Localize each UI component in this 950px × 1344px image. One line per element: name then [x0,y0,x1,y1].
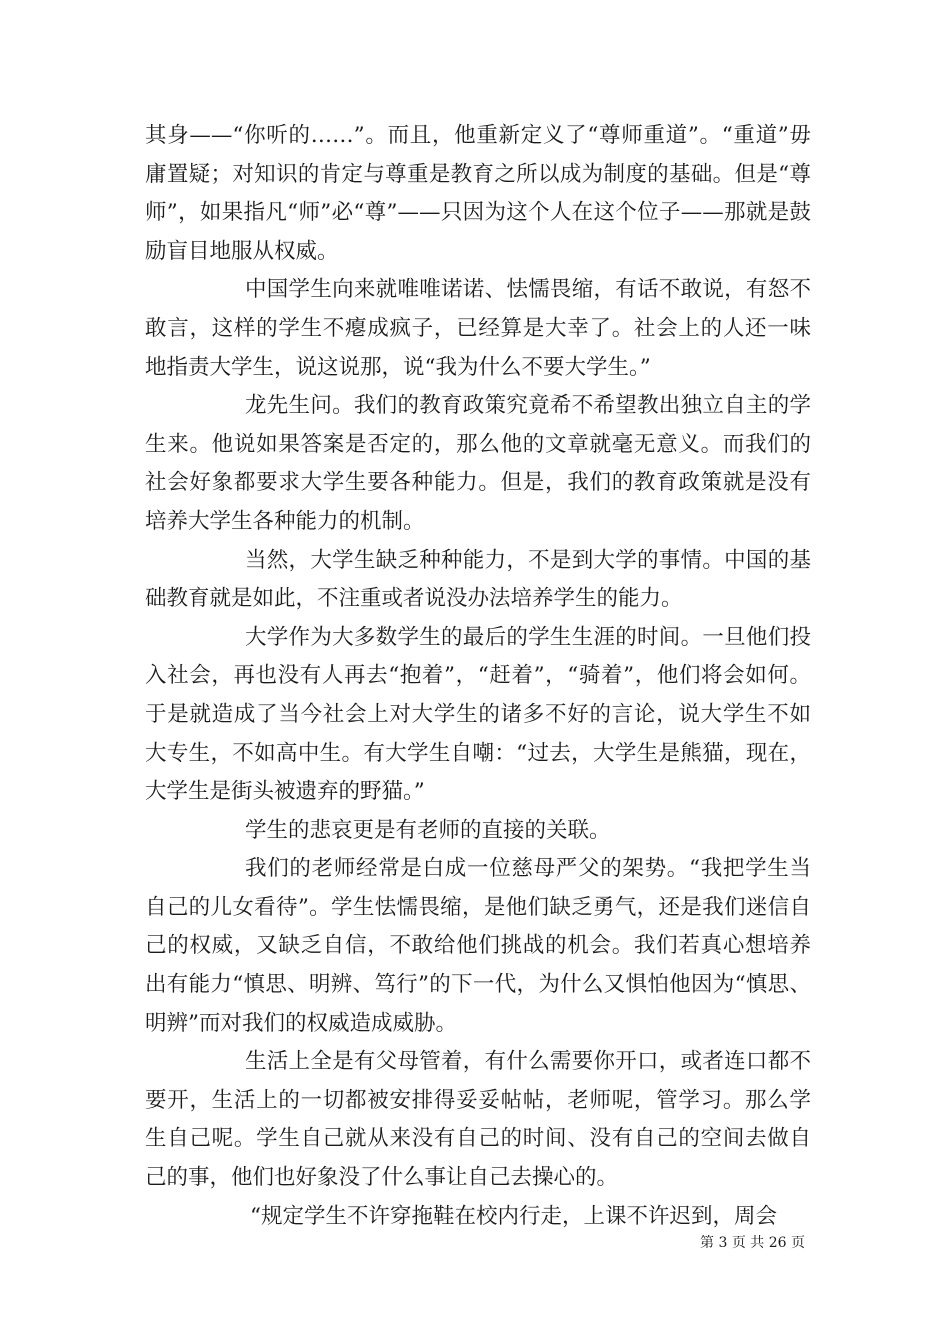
paragraph-4: 当然，大学生缺乏种种能力，不是到大学的事情。中国的基础教育就是如此，不注重或者说没办法培养学生的能力。 [145,547,811,612]
body-text [145,117,811,1236]
paragraph-2: 中国学生向来就唯唯诺诺、怯懦畏缩，有话不敢说，有怒不敢言，这样的学生不瘪成疯子，已经算是大幸了。社会上的人还一味地指责大学生，说这说那，说“我为什么不要大学生。” [145,277,811,380]
page-number-footer: 第 3 页 共 26 页 [700,1235,805,1251]
paragraph-1: 其身——“你听的……”。而且，他重新定义了“尊师重道”。“重道”毋庸置疑；对知识的肯定与尊重是教育之所以成为制度的基础。但是“尊师”，如果指凡“师”必“尊”——只因为这个人在这个位子——那就是鼓励盲目地服从权威。 [145,123,811,264]
paragraph-3: 龙先生问。我们的教育政策究竟希不希望教出独立自主的学生来。他说如果答案是否定的，那么他的文章就毫无意义。而我们的社会好象都要求大学生要各种能力。但是，我们的教育政策就是没有培养大学生各种能力的机制。 [145,393,811,534]
paragraph-6: 学生的悲哀更是有老师的直接的关联。 [245,817,611,843]
paragraph-7: 我们的老师经常是白成一位慈母严父的架势。“我把学生当自己的儿女看待”。学生怯懦畏缩，是他们缺乏勇气，还是我们迷信自己的权威，又缺乏自信，不敢给他们挑战的机会。我们若真心想培养出有能力“慎思、明辨、笃行”的下一代，为什么又惧怕他因为“慎思、明辨”而对我们的权威造成威胁。 [145,856,811,1036]
paragraph-9: “规定学生不许穿拖鞋在校内行走，上课不许迟到，周会 [250,1203,777,1229]
paragraph-8: 生活上全是有父母管着，有什么需要你开口，或者连口都不要开，生活上的一切都被安排得妥妥帖帖，老师呢，管学习。那么学生自己呢。学生自己就从来没有自己的时间、没有自己的空间去做自己的事，他们也好象没了什么事让自己去操心的。 [145,1049,811,1191]
paragraph-5: 大学作为大多数学生的最后的学生生涯的时间。一旦他们投入社会，再也没有人再去“抱着”，“赶着”，“骑着”，他们将会如何。于是就造成了当今社会上对大学生的诸多不好的言论，说大学生不如大专生，不如高中生。有大学生自嘲：“过去，大学生是熊猫，现在，大学生是街头被遗弃的野猫。” [145,624,811,805]
